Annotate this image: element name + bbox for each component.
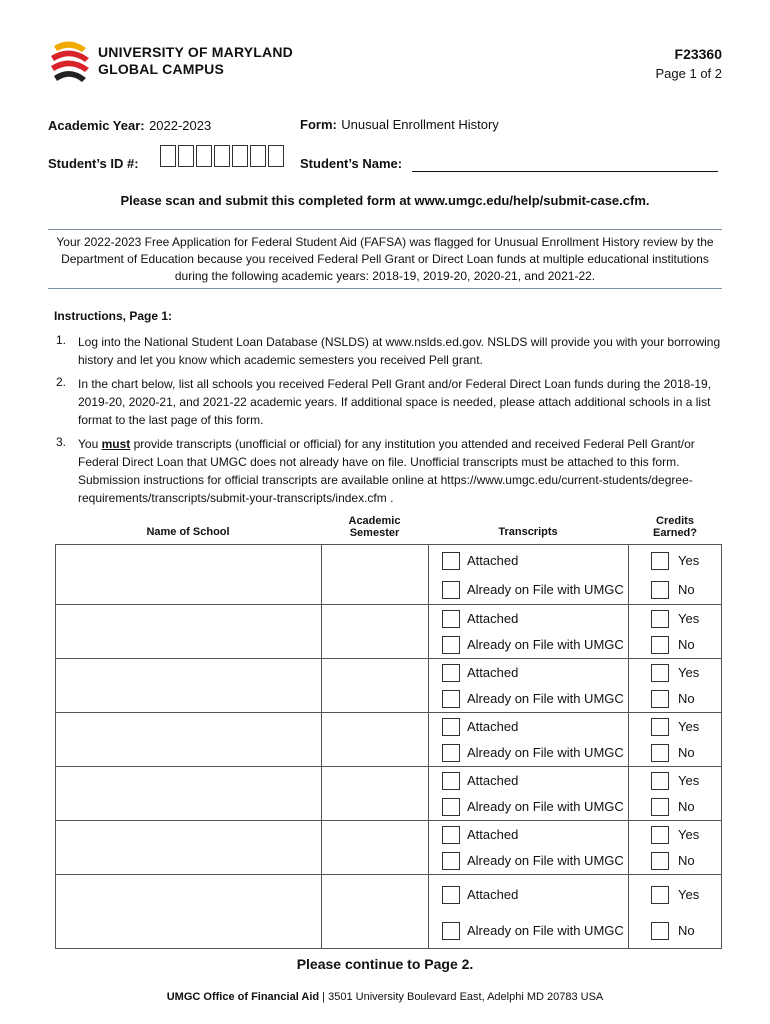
attached-label: Attached [467, 719, 519, 734]
column-header-semester-line1: Academic [348, 515, 401, 527]
attached-checkbox[interactable] [442, 552, 460, 570]
credits-no-checkbox[interactable] [651, 744, 669, 762]
attached-label: Attached [467, 887, 519, 902]
instruction-number: 2. [56, 375, 67, 389]
on-file-label: Already on File with UMGC [467, 582, 624, 597]
credits-yes-checkbox[interactable] [651, 552, 669, 570]
credits-yes-checkbox[interactable] [651, 610, 669, 628]
column-header-school: Name of School [146, 526, 230, 538]
attached-checkbox[interactable] [442, 610, 460, 628]
academic-semester-cell[interactable] [322, 605, 427, 657]
school-name-cell[interactable] [56, 659, 320, 711]
school-name-cell[interactable] [56, 875, 320, 948]
scan-submit-notice: Please scan and submit this completed form at www.umgc.edu/help/submit-case.cfm. [120, 193, 650, 208]
credits-no-checkbox[interactable] [651, 636, 669, 654]
academic-year-value: 2022-2023 [149, 118, 212, 133]
student-id-digit-box[interactable] [196, 145, 212, 167]
no-label: No [678, 853, 695, 868]
attached-checkbox[interactable] [442, 664, 460, 682]
attached-checkbox[interactable] [442, 772, 460, 790]
academic-semester-cell[interactable] [322, 545, 427, 603]
on-file-checkbox[interactable] [442, 852, 460, 870]
umgc-logo-icon [48, 38, 92, 84]
academic-semester-cell[interactable] [322, 875, 427, 948]
credits-no-checkbox[interactable] [651, 922, 669, 940]
student-id-label: Student’s ID #: [48, 156, 139, 171]
column-header-semester [321, 515, 428, 539]
logo-title-line2: GLOBAL CAMPUS [98, 61, 225, 77]
on-file-label: Already on File with UMGC [467, 853, 624, 868]
yes-label: Yes [678, 773, 700, 788]
yes-label: Yes [678, 719, 700, 734]
on-file-label: Already on File with UMGC [467, 923, 624, 938]
credits-yes-checkbox[interactable] [651, 718, 669, 736]
school-name-cell[interactable] [56, 767, 320, 819]
school-name-cell[interactable] [56, 821, 320, 873]
instruction-text [78, 435, 726, 507]
attached-label: Attached [467, 611, 519, 626]
on-file-checkbox[interactable] [442, 636, 460, 654]
academic-year-label: Academic Year: [48, 118, 145, 133]
attached-label: Attached [467, 553, 519, 568]
emphasis-must: must [101, 437, 131, 451]
instruction-text: In the chart below, list all schools you received Federal Pell Grant and/or Federal Direct Loan funds during the 2018-19, 2019-20, 2020-21, and 2021-22 academic years. If additional space is needed, please attach additional schools in a list format to the last page of this form. [78, 377, 712, 427]
instruction-number: 3. [56, 435, 67, 449]
continue-notice: Please continue to Page 2. [296, 956, 474, 972]
footer-office: UMGC Office of Financial Aid [166, 991, 320, 1003]
attached-label: Attached [467, 665, 519, 680]
no-label: No [678, 691, 695, 706]
form-value: Unusual Enrollment History [341, 117, 499, 132]
footer-separator: | [319, 991, 329, 1003]
page-indicator: Page 1 of 2 [655, 66, 722, 81]
student-id-digit-box[interactable] [160, 145, 176, 167]
attached-label: Attached [467, 773, 519, 788]
attached-checkbox[interactable] [442, 886, 460, 904]
no-label: No [678, 745, 695, 760]
no-label: No [678, 923, 695, 938]
column-header-credits-line2: Earned? [652, 527, 697, 539]
academic-semester-cell[interactable] [322, 767, 427, 819]
on-file-label: Already on File with UMGC [467, 745, 624, 760]
yes-label: Yes [678, 665, 700, 680]
attached-label: Attached [467, 827, 519, 842]
academic-semester-cell[interactable] [322, 821, 427, 873]
footer [0, 991, 770, 1003]
no-label: No [678, 637, 695, 652]
attached-checkbox[interactable] [442, 826, 460, 844]
school-name-cell[interactable] [56, 545, 320, 603]
logo-title-line1: UNIVERSITY OF MARYLAND [98, 44, 293, 60]
student-id-digit-box[interactable] [268, 145, 284, 167]
yes-label: Yes [678, 887, 700, 902]
footer-address: 3501 University Boulevard East, Adelphi MD 20783 USA [328, 991, 604, 1003]
school-name-cell[interactable] [56, 605, 320, 657]
academic-semester-cell[interactable] [322, 713, 427, 765]
academic-year-row [48, 117, 211, 135]
credits-yes-checkbox[interactable] [651, 886, 669, 904]
instruction-text: Log into the National Student Loan Database (NSLDS) at www.nslds.ed.gov. NSLDS will provide you with your borrowing history and let you know which academic semesters you received Pell grant. [78, 335, 721, 367]
yes-label: Yes [678, 553, 700, 568]
credits-yes-checkbox[interactable] [651, 826, 669, 844]
no-label: No [678, 582, 695, 597]
school-name-cell[interactable] [56, 713, 320, 765]
instruction-text-part: provide transcripts (unofficial or official) for any institution you attended and received Federal Pell Grant/or Federal Direct Loan that UMGC does not already have on file. Unofficial transcripts must be attached to this form. Submission instructions for official transcripts are available online at https://www.umgc.edu/current-students/degree-requirements/transcripts/submit-your-transcripts/index.cfm . [78, 437, 695, 505]
credits-no-checkbox[interactable] [651, 581, 669, 599]
student-id-boxes [158, 145, 284, 167]
credits-no-checkbox[interactable] [651, 690, 669, 708]
column-header-credits-line1: Credits [656, 515, 694, 527]
academic-semester-cell[interactable] [322, 659, 427, 711]
on-file-checkbox[interactable] [442, 798, 460, 816]
student-name-field[interactable] [412, 171, 718, 172]
no-label: No [678, 799, 695, 814]
on-file-label: Already on File with UMGC [467, 691, 624, 706]
form-number: F23360 [674, 46, 722, 62]
student-id-digit-box[interactable] [214, 145, 230, 167]
column-header-credits [628, 515, 722, 539]
on-file-label: Already on File with UMGC [467, 637, 624, 652]
credits-yes-checkbox[interactable] [651, 664, 669, 682]
credits-no-checkbox[interactable] [651, 798, 669, 816]
form-label: Form: [300, 117, 337, 132]
fafsa-notice-text: Your 2022-2023 Free Application for Federal Student Aid (FAFSA) was flagged for Unusual Enrollment History review by the Department of Education because you received Federal Pell Grant or Direct Loan funds at multiple educational institutions during the following academic years: 2018-19, 2019-20, 2020-21, and 2021-22. [56, 235, 714, 283]
on-file-checkbox[interactable] [442, 922, 460, 940]
instructions-title: Instructions, Page 1: [54, 309, 173, 323]
on-file-checkbox[interactable] [442, 690, 460, 708]
on-file-checkbox[interactable] [442, 581, 460, 599]
instruction-text-part: You [78, 437, 102, 451]
student-id-digit-box[interactable] [250, 145, 266, 167]
on-file-checkbox[interactable] [442, 744, 460, 762]
yes-label: Yes [678, 611, 700, 626]
form-type-row [300, 116, 499, 134]
on-file-label: Already on File with UMGC [467, 799, 624, 814]
instruction-number: 1. [56, 333, 67, 347]
column-header-transcripts: Transcripts [498, 526, 558, 538]
credits-yes-checkbox[interactable] [651, 772, 669, 790]
credits-no-checkbox[interactable] [651, 852, 669, 870]
student-id-digit-box[interactable] [178, 145, 194, 167]
student-id-digit-box[interactable] [232, 145, 248, 167]
yes-label: Yes [678, 827, 700, 842]
attached-checkbox[interactable] [442, 718, 460, 736]
column-header-semester-line2: Semester [349, 527, 400, 539]
student-name-label: Student’s Name: [300, 156, 403, 171]
